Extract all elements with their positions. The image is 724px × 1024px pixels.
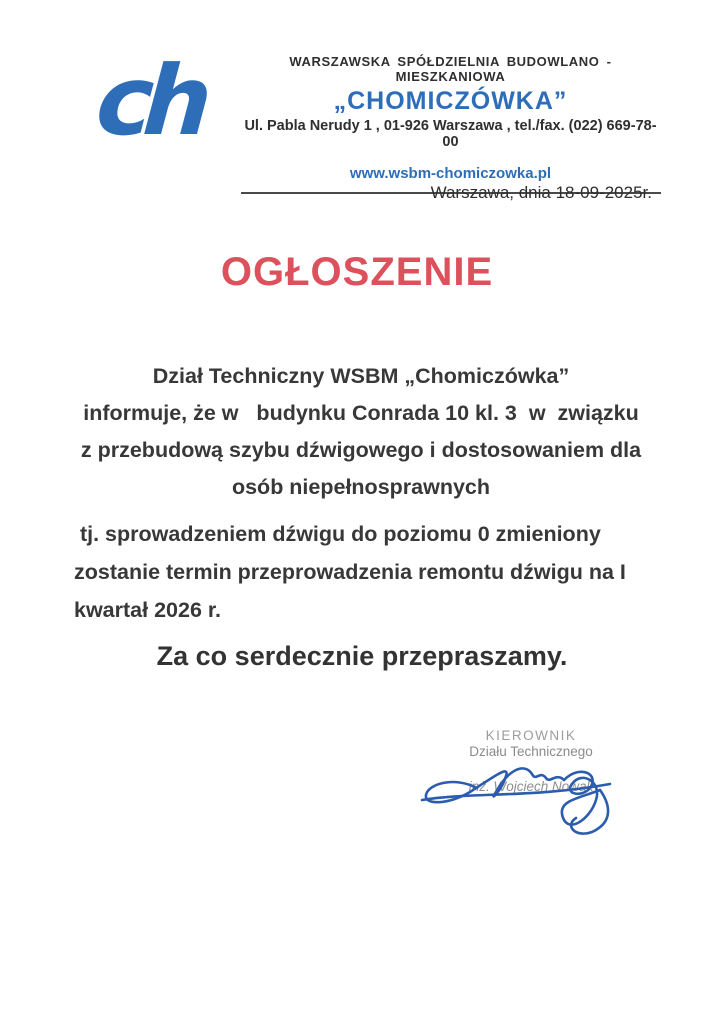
handwritten-signature xyxy=(414,748,644,848)
organization-brand-name: „CHOMICZÓWKA” xyxy=(333,87,568,115)
letterhead-text xyxy=(238,46,663,194)
body-text-line: tj. sprowadzeniem dźwigu do poziomu 0 zmieniony xyxy=(74,522,601,546)
stamp-department: Działu Technicznego xyxy=(469,744,593,759)
page-title: OGŁOSZENIE xyxy=(220,250,494,294)
date-line: Warszawa, dnia 18-09-2025r. xyxy=(430,183,652,202)
body-text-line: kwartał 2026 r. xyxy=(74,598,222,622)
body-text-line: Dział Techniczny WSBM „Chomiczówka” xyxy=(152,364,570,388)
body-text-line: osób niepełnosprawnych xyxy=(231,475,491,499)
stamp-role-title: KIEROWNIK xyxy=(485,728,577,743)
organization-name-line: WARSZAWSKA SPÓŁDZIELNIA BUDOWLANO - MIESZKANIOWA xyxy=(289,54,612,84)
announcement-body xyxy=(74,358,648,629)
body-text-line: zostanie termin przeprowadzenia remontu dźwigu na I xyxy=(74,560,626,584)
body-text-line: informuje, że w budynku Conrada 10 kl. 3 w związku xyxy=(83,401,639,425)
website-url: www.wsbm-chomiczowka.pl xyxy=(349,165,552,182)
letterhead xyxy=(0,46,724,194)
paragraph-detail xyxy=(74,515,648,629)
company-logo: ch xyxy=(92,45,206,157)
signature-block xyxy=(436,728,626,794)
address-phone-line: Ul. Pabla Nerudy 1 , 01-926 Warszawa , tel./fax. (022) 669-78-00 xyxy=(244,118,657,150)
apology-line: Za co serdecznie przepraszamy. xyxy=(156,641,568,671)
stamp-signer-name: inż. Wojciech Nowak xyxy=(468,779,594,794)
body-text-line: z przebudową szybu dźwigowego i dostosowaniem dla xyxy=(80,438,642,462)
paragraph-main xyxy=(74,358,648,506)
